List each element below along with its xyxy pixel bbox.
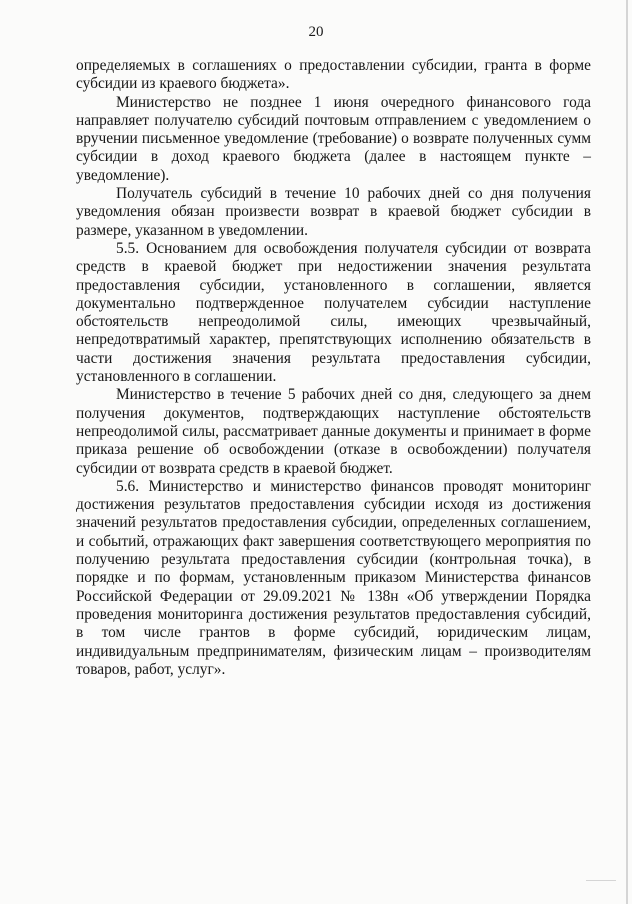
page-number: 20: [308, 24, 324, 40]
paragraph-clause-5-5: 5.5. Основанием для освобождения получателя субсидии от возврата средств в краевой бюджет при недостижении значения результата предоставления субсидии, установленного в соглашении, является документально подтвержденное получателем субсидии наступление обстоятельств непреодолимой силы, имеющих чрезвычайный, непредотвратимый характер, препятствующих исполнению обязательств в части достижения значения результата предоставления субсидии, установленного в соглашении.: [76, 239, 591, 386]
paragraph-notification: Министерство не позднее 1 июня очередного финансового года направляет получателю субсидий почтовым отправлением с уведомлением о вручении письменное уведомление (требование) о возврате полученных сумм субсидии в доход краевого бюджета (далее в настоящем пункте – уведомление).: [76, 93, 591, 184]
paragraph-continuation: определяемых в соглашениях о предоставлении субсидии, гранта в форме субсидии из краевого бюджета».: [76, 57, 591, 93]
paragraph-ministry-decision: Министерство в течение 5 рабочих дней со дня, следующего за днем получения документов, подтверждающих наступление обстоятельств непреодолимой силы, рассматривает данные документы и принимает в форме приказа решение об освобождении (отказе в освобождении) получателя субсидии от возврата средств в краевой бюджет.: [76, 386, 591, 477]
document-body: [76, 57, 591, 679]
paragraph-refund: Получатель субсидий в течение 10 рабочих дней со дня получения уведомления обязан произвести возврат в краевой бюджет субсидии в размере, указанном в уведомлении.: [76, 185, 591, 239]
scan-artifact-right-edge: [626, 0, 628, 904]
paragraph-clause-5-6: 5.6. Министерство и министерство финансов проводят мониторинг достижения результатов предоставления субсидии исходя из достижения значений результатов предоставления субсидии, определенных соглашением, и событий, отражающих факт завершения соответствующего мероприятия по получению результата предоставления субсидии (контрольная точка), в порядке и по формам, установленным приказом Министерства финансов Российской Федерации от 29.09.2021 № 138н «Об утверждении Порядка проведения мониторинга достижения результатов предоставления субсидий, в том числе грантов в форме субсидий, юридическим лицам, индивидуальным предпринимателям, физическим лицам – производителям товаров, работ, услуг».: [76, 477, 591, 678]
scan-artifact-bottom-right: [586, 880, 616, 881]
